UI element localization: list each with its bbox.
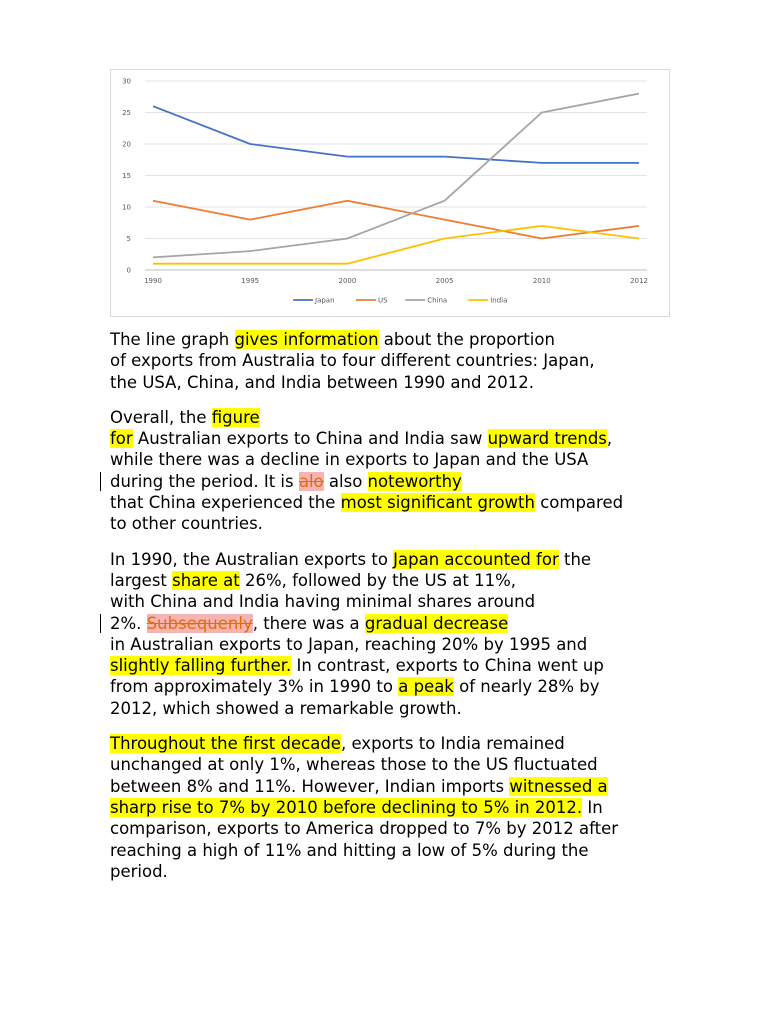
text-run: that China experienced the xyxy=(110,493,336,513)
highlighted-text: gradual decrease xyxy=(364,613,509,633)
text-run: In contrast, exports to China went up from approximately 3% in 1990 to xyxy=(110,656,604,697)
text-run: 26%, followed by the US at 11%, with China and India having minimal shares around 2%. xyxy=(110,570,536,633)
y-tick-label: 30 xyxy=(122,77,131,86)
highlighted-text: slightly falling further. xyxy=(110,656,292,676)
y-tick-label: 0 xyxy=(126,266,131,275)
highlighted-text: upward trends xyxy=(487,429,607,449)
paragraph-overview xyxy=(110,407,730,535)
revision-bar xyxy=(100,472,101,491)
text-run: Australian exports to China and India saw xyxy=(132,429,488,449)
text-run: compared to other countries. xyxy=(110,493,624,534)
highlighted-text: figure xyxy=(211,407,260,427)
x-tick-label: 1995 xyxy=(241,277,260,285)
deleted-text: Subsequenly xyxy=(146,613,253,633)
paragraph-intro xyxy=(110,329,730,393)
text-run: about the proportion of exports from Australia to four different countries: Japan, the USA, China, and India between 1990 and 2012. xyxy=(110,330,595,392)
text-run: Overall, the xyxy=(110,407,212,427)
highlighted-text: Throughout the first decade xyxy=(110,734,341,754)
highlighted-text: for xyxy=(110,429,133,449)
legend-label: China xyxy=(427,296,448,305)
text-run: , exports to India remained unchanged at only 1%, whereas those to the US fluctuated between 8% and 11%. However, Indian imports xyxy=(110,734,598,796)
highlighted-text: gives information xyxy=(234,330,379,349)
deleted-text: alo xyxy=(298,471,324,491)
x-tick-label: 1990 xyxy=(144,277,162,285)
text-run: , there was a xyxy=(252,613,365,633)
revision-bar xyxy=(100,614,101,633)
x-tick-label: 2005 xyxy=(435,277,454,285)
document-body xyxy=(110,329,730,896)
y-tick-label: 5 xyxy=(126,235,131,243)
legend-label: US xyxy=(378,296,388,305)
paragraph-details-1 xyxy=(110,549,730,719)
chart-svg xyxy=(111,70,669,316)
series-line-india xyxy=(153,226,639,264)
text-run: In 1990, the Australian exports to xyxy=(110,549,394,569)
text-run: In comparison, exports to America dropped to 7% by 2012 after reaching a high of 11% and hitting a low of 5% during the period. xyxy=(110,797,619,881)
highlighted-text: noteworthy xyxy=(367,471,462,491)
x-tick-label: 2000 xyxy=(338,277,357,285)
y-tick-label: 25 xyxy=(122,109,131,117)
text-run: the largest xyxy=(110,549,592,590)
text-run: in Australian exports to Japan, reaching 20% by 1995 and xyxy=(110,634,588,654)
text-run: , while there was a decline in exports to Japan and the USA during the period. It is xyxy=(110,429,613,491)
highlighted-text: most significant growth xyxy=(340,493,535,513)
text-run: The line graph xyxy=(110,330,235,349)
line-chart xyxy=(110,69,670,317)
text-run: also xyxy=(323,471,368,491)
highlighted-text: witnessed a sharp rise to 7% by 2010 before declining to 5% in 2012. xyxy=(110,776,608,817)
highlighted-text: share at xyxy=(172,570,240,590)
legend-label: India xyxy=(490,296,508,305)
y-tick-label: 10 xyxy=(122,203,131,212)
text-run: of nearly 28% by 2012, which showed a remarkable growth. xyxy=(110,677,600,718)
highlighted-text: a peak xyxy=(398,677,454,697)
x-tick-label: 2010 xyxy=(532,277,551,285)
x-tick-label: 2012 xyxy=(630,277,648,285)
highlighted-text: Japan accounted for xyxy=(393,549,559,569)
paragraph-details-2 xyxy=(110,733,730,882)
y-tick-label: 15 xyxy=(122,172,131,180)
y-tick-label: 20 xyxy=(122,140,131,149)
series-line-japan xyxy=(153,106,639,163)
legend-label: Japan xyxy=(315,296,335,305)
